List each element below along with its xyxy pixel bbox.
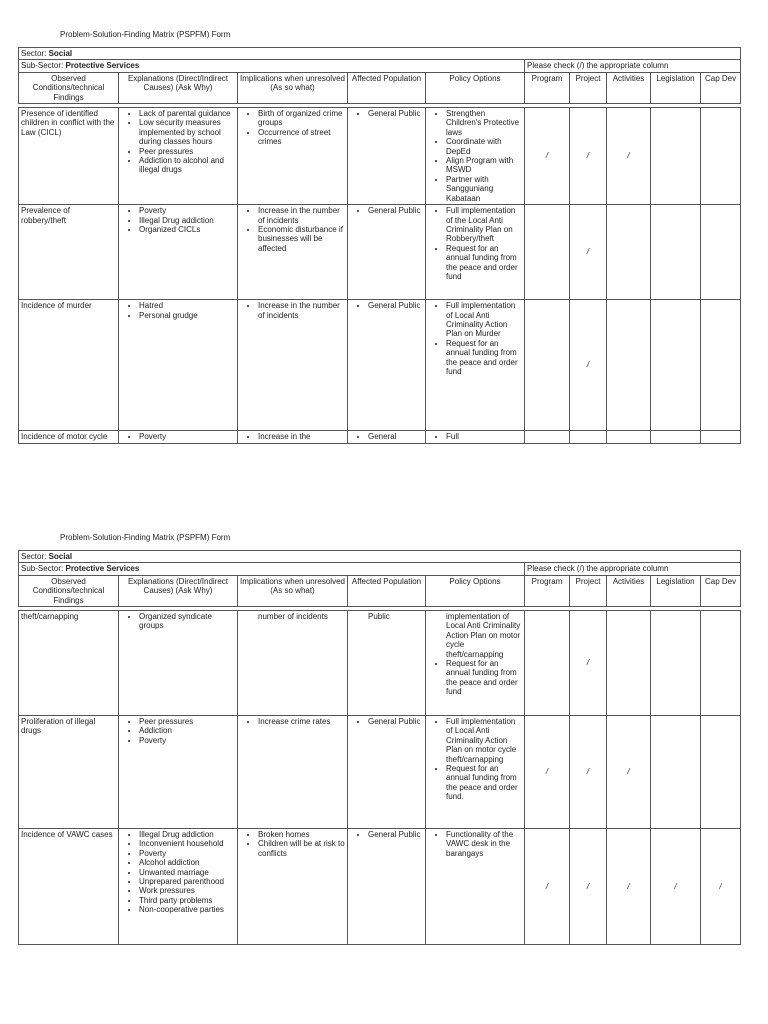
- header-legislation: Legislation: [651, 72, 701, 103]
- header-observed: Observed Conditions/technical Findings: [19, 72, 119, 103]
- list-item: • Inconvenient household: [139, 839, 235, 848]
- sector-row: [19, 551, 741, 563]
- affected-cell: [348, 300, 426, 431]
- list-item: • Unwanted marriage: [139, 868, 235, 877]
- program-check: [525, 205, 570, 300]
- implications-cell: [238, 716, 348, 829]
- subsector-value: Protective Services: [65, 564, 140, 574]
- policy-cell: [426, 829, 525, 945]
- subsector-label: Sub-Sector:: [21, 564, 64, 574]
- implications-cell: [238, 205, 348, 300]
- sector-label: Sector:: [21, 49, 47, 58]
- affected-cell: [348, 108, 426, 205]
- legislation-check: [651, 205, 701, 300]
- list-item: • Align Program with MSWD: [446, 156, 522, 175]
- policy-cell: [426, 108, 525, 205]
- list-item: • General Public: [368, 109, 423, 118]
- list-item: • Economic disturbance if businesses will be affected: [258, 225, 345, 253]
- list-item: • Full implementation of Local Anti Criminality Action Plan on motor cycle theft/carnapping: [446, 717, 522, 764]
- project-check: /: [570, 205, 607, 300]
- list-item: • Illegal Drug addiction: [139, 216, 235, 225]
- table-row: [19, 431, 741, 443]
- explanations-cell: [119, 300, 238, 431]
- capdev-check: [701, 431, 741, 443]
- affected-cell: [348, 716, 426, 829]
- header-policy: Policy Options: [426, 72, 525, 103]
- policy-cell: [426, 716, 525, 829]
- header-project: Project: [570, 575, 607, 606]
- legislation-check: [651, 300, 701, 431]
- header-affected: Affected Population: [348, 72, 426, 103]
- sector-label: Sector:: [21, 552, 47, 561]
- list-item: • Request for an annual funding from the peace and order fund: [446, 244, 522, 282]
- project-check: /: [570, 300, 607, 431]
- condition-cell: Prevalence of robbery/theft: [19, 205, 119, 300]
- list-item: • Low security measures implemented by school during classes hours: [139, 118, 235, 146]
- header-activities: Activities: [607, 72, 651, 103]
- list-item: • Request for an annual funding from the peace and order fund.: [446, 764, 522, 802]
- subsector-row: [19, 60, 741, 72]
- pspfm-table-page-1: [18, 47, 741, 444]
- policy-cell: [426, 300, 525, 431]
- implications-cell: [238, 300, 348, 431]
- activities-check: /: [607, 716, 651, 829]
- list-item: • Full implementation of Local Anti Criminality Action Plan on Murder: [446, 301, 522, 339]
- activities-check: [607, 431, 651, 443]
- list-item: • Hatred: [139, 301, 235, 310]
- implications-cell: [238, 611, 348, 716]
- list-item: • Full: [446, 432, 522, 441]
- legislation-check: [651, 716, 701, 829]
- explanations-cell: [119, 431, 238, 443]
- list-item: • Poverty: [139, 206, 235, 215]
- capdev-check: [701, 611, 741, 716]
- legislation-check: [651, 431, 701, 443]
- form-title: Problem-Solution-Finding Matrix (PSPFM) Form: [60, 30, 231, 39]
- list-item: • Increase in the number of incidents: [258, 301, 345, 320]
- header-implications: Implications when unresolved (As so what): [238, 72, 348, 103]
- condition-cell: Incidence of VAWC cases: [19, 829, 119, 945]
- list-item: • Coordinate with DepEd: [446, 137, 522, 156]
- explanations-cell: [119, 611, 238, 716]
- list-item: • Poverty: [139, 849, 235, 858]
- list-item: • Organized CICLs: [139, 225, 235, 234]
- header-legislation: Legislation: [651, 575, 701, 606]
- header-program: Program: [525, 72, 570, 103]
- header-explanations: Explanations (Direct/Indirect Causes) (Ask Why): [119, 72, 238, 103]
- project-check: /: [570, 829, 607, 945]
- implications-cell: [238, 829, 348, 945]
- list-item: • Peer pressures: [139, 717, 235, 726]
- header-activities: Activities: [607, 575, 651, 606]
- check-instruction: Please check (/) the appropriate column: [525, 563, 741, 575]
- list-item: • Addiction: [139, 726, 235, 735]
- capdev-check: [701, 205, 741, 300]
- sector-row: [19, 48, 741, 60]
- condition-cell: theft/carnapping: [19, 611, 119, 716]
- list-item: • Increase crime rates: [258, 717, 345, 726]
- program-check: [525, 431, 570, 443]
- table-row: [19, 716, 741, 829]
- activities-check: [607, 300, 651, 431]
- subsector-value: Protective Services: [65, 61, 140, 71]
- header-explanations: Explanations (Direct/Indirect Causes) (Ask Why): [119, 575, 238, 606]
- implications-cell: [238, 108, 348, 205]
- table-row: [19, 300, 741, 431]
- list-item: • Broken homes: [258, 830, 345, 839]
- form-title: Problem-Solution-Finding Matrix (PSPFM) Form: [60, 533, 231, 542]
- list-item: • General Public: [368, 717, 423, 726]
- list-item: • Third party problems: [139, 896, 235, 905]
- list-item: • Partner with Sangguniang Kabataan: [446, 175, 522, 203]
- list-item: • Occurrence of street crimes: [258, 128, 345, 147]
- project-check: /: [570, 108, 607, 205]
- header-program: Program: [525, 575, 570, 606]
- header-affected: Affected Population: [348, 575, 426, 606]
- activities-check: [607, 611, 651, 716]
- program-check: /: [525, 829, 570, 945]
- explanations-cell: [119, 829, 238, 945]
- capdev-check: [701, 108, 741, 205]
- policy-cell: [426, 431, 525, 443]
- header-capdev: Cap Dev: [701, 72, 741, 103]
- capdev-check: /: [701, 829, 741, 945]
- list-item: • Work pressures: [139, 886, 235, 895]
- list-item: • General Public: [368, 830, 423, 839]
- header-observed: Observed Conditions/technical Findings: [19, 575, 119, 606]
- affected-cell: [348, 431, 426, 443]
- activities-check: [607, 205, 651, 300]
- affected-cell: [348, 205, 426, 300]
- list-item: • Increase in the: [258, 432, 345, 441]
- header-capdev: Cap Dev: [701, 575, 741, 606]
- program-check: [525, 611, 570, 716]
- activities-check: /: [607, 829, 651, 945]
- sector-value: Social: [48, 552, 73, 561]
- capdev-check: [701, 716, 741, 829]
- program-check: [525, 300, 570, 431]
- list-item: • Strengthen Children's Protective laws: [446, 109, 522, 137]
- affected-cell: [348, 829, 426, 945]
- list-item: • Unprepared parenthood: [139, 877, 235, 886]
- list-item: • Addiction to alcohol and illegal drugs: [139, 156, 235, 175]
- pspfm-table-page-2: [18, 550, 741, 945]
- sector-value: Social: [48, 49, 73, 58]
- implications-text: number of incidents: [258, 612, 328, 622]
- condition-cell: Incidence of murder: [19, 300, 119, 431]
- table-row: [19, 611, 741, 716]
- header-row: [19, 72, 741, 103]
- list-item: • Request for an annual funding from the peace and order fund: [446, 659, 522, 697]
- list-item: • Alcohol addiction: [139, 858, 235, 867]
- subsector-row: [19, 563, 741, 575]
- list-item: • Non-cooperative parties: [139, 905, 235, 914]
- list-item: • Children will be at risk to conflicts: [258, 839, 345, 858]
- affected-text: Public: [368, 612, 390, 622]
- program-check: /: [525, 716, 570, 829]
- list-item: • Increase in the number of incidents: [258, 206, 345, 225]
- activities-check: /: [607, 108, 651, 205]
- subsector-label: Sub-Sector:: [21, 61, 64, 71]
- list-item: • Lack of parental guidance: [139, 109, 235, 118]
- project-check: [570, 431, 607, 443]
- explanations-cell: [119, 108, 238, 205]
- table-row: [19, 108, 741, 205]
- condition-cell: Incidence of motor cycle: [19, 431, 119, 443]
- project-check: /: [570, 611, 607, 716]
- explanations-cell: [119, 205, 238, 300]
- list-item: • Peer pressures: [139, 147, 235, 156]
- condition-cell: Presence of identified children in conflict with the Law (CICL): [19, 108, 119, 205]
- implications-cell: [238, 431, 348, 443]
- list-item: • Birth of organized crime groups: [258, 109, 345, 128]
- list-item: • Personal grudge: [139, 311, 235, 320]
- legislation-check: /: [651, 829, 701, 945]
- capdev-check: [701, 300, 741, 431]
- table-row: [19, 829, 741, 945]
- legislation-check: [651, 108, 701, 205]
- list-item: • Illegal Drug addiction: [139, 830, 235, 839]
- list-item: • General Public: [368, 301, 423, 310]
- header-project: Project: [570, 72, 607, 103]
- policy-cell: [426, 611, 525, 716]
- legislation-check: [651, 611, 701, 716]
- check-instruction: Please check (/) the appropriate column: [525, 60, 741, 72]
- header-policy: Policy Options: [426, 575, 525, 606]
- condition-cell: Proliferation of illegal drugs: [19, 716, 119, 829]
- table-row: [19, 205, 741, 300]
- policy-lead-text: implementation of Local Anti Criminality Action Plan on motor cycle theft/carnapping: [446, 612, 521, 659]
- header-row: [19, 575, 741, 606]
- header-implications: Implications when unresolved (As so what): [238, 575, 348, 606]
- program-check: /: [525, 108, 570, 205]
- policy-cell: [426, 205, 525, 300]
- list-item: • General Public: [368, 206, 423, 215]
- affected-cell: [348, 611, 426, 716]
- list-item: • Poverty: [139, 736, 235, 745]
- explanations-cell: [119, 716, 238, 829]
- list-item: • Functionality of the VAWC desk in the barangays: [446, 830, 522, 858]
- list-item: • Organized syndicate groups: [139, 612, 235, 631]
- list-item: • Request for an annual funding from the peace and order fund: [446, 339, 522, 377]
- list-item: • Full implementation of the Local Anti Criminality Plan on Robbery/theft: [446, 206, 522, 244]
- list-item: • Poverty: [139, 432, 235, 441]
- list-item: • General: [368, 432, 423, 441]
- project-check: /: [570, 716, 607, 829]
